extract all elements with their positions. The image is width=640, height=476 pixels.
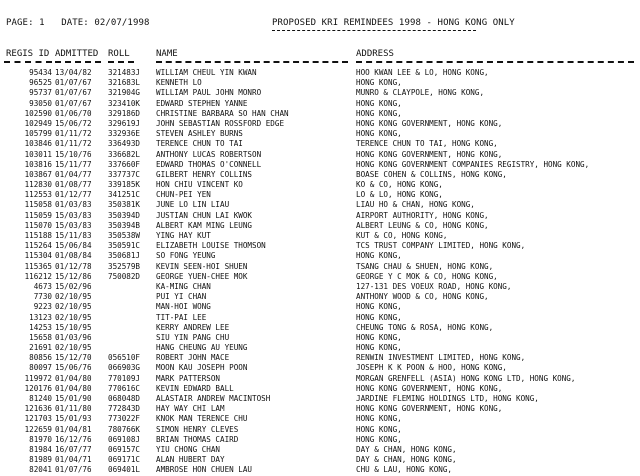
table-row (0, 139, 640, 149)
registration-id: 95737 (29, 88, 52, 98)
table-row (0, 414, 640, 424)
table-row (0, 221, 640, 231)
registrant-name: HANG CHEUNG AU YEUNG (156, 343, 248, 353)
roll-number: 350538W (108, 231, 141, 240)
registration-id: 4673 (33, 281, 52, 291)
admitted-date: 16/07/77 (55, 444, 92, 454)
roll-number: 350591C (108, 241, 141, 251)
registration-id: 96525 (29, 78, 52, 88)
table-row (0, 435, 640, 445)
roll-number: 321683L (108, 78, 141, 88)
column-header-id: REGIS ID (6, 49, 50, 59)
registrant-name: SO FONG YEUNG (156, 251, 216, 261)
roll-number: 329186D (108, 108, 141, 118)
registration-id: 103867 (24, 169, 52, 179)
report-date: DATE: 02/07/1998 (61, 18, 150, 28)
report-title: PROPOSED KRI REMINDEES 1998 - HONG KONG ONLY (272, 18, 515, 28)
roll-number: 772843D (108, 404, 141, 414)
table-row (0, 363, 640, 373)
registrant-address: JOSEPH K K POON & HOO, HONG KONG, (356, 363, 507, 373)
registrant-address: HOO KWAN LEE & LO, HONG KONG, (356, 68, 489, 77)
registrant-address: TERENCE CHUN TO TAI, HONG KONG, (356, 139, 498, 149)
admitted-date: 01/04/71 (55, 455, 92, 465)
admitted-date: 01/06/70 (55, 108, 92, 118)
registrant-address: HONG KONG, (356, 251, 402, 261)
roll-number: 750082D (108, 271, 141, 281)
table-row (0, 404, 640, 414)
registrant-name: GILBERT HENRY COLLINS (156, 169, 253, 179)
registration-id: 112830 (24, 180, 52, 190)
roll-number: 337660F (108, 159, 141, 169)
table-row (0, 99, 640, 109)
registrant-name: KENNETH LO (156, 78, 202, 88)
admitted-date: 15/06/72 (55, 118, 92, 128)
admitted-date: 01/07/76 (55, 465, 92, 475)
table-row (0, 384, 640, 394)
registrant-address: HONG KONG, (356, 343, 402, 353)
roll-number: 350394D (108, 210, 141, 220)
registrant-name: STEVEN ASHLEY BURNS (156, 129, 243, 139)
registrant-name: AMBROSE HON CHUEN LAU (156, 465, 253, 475)
admitted-date: 02/10/95 (55, 302, 92, 312)
column-header-roll: ROLL (108, 49, 130, 59)
registrant-name: ROBERT JOHN MACE (156, 353, 230, 363)
admitted-date: 13/04/82 (55, 68, 92, 77)
registrant-name: MAN-HOI WONG (156, 302, 211, 312)
admitted-date: 01/04/81 (55, 424, 92, 434)
admitted-date: 01/12/77 (55, 190, 92, 200)
registration-id: 15658 (29, 332, 52, 342)
admitted-date: 01/04/80 (55, 383, 92, 393)
registration-id: 102949 (24, 118, 52, 128)
registrant-address: HONG KONG GOVERNMENT, HONG KONG, (356, 149, 503, 159)
roll-number: 321483J (108, 68, 141, 77)
table-row (0, 465, 640, 475)
admitted-date: 15/02/96 (55, 281, 92, 291)
admitted-date: 02/10/95 (55, 312, 92, 322)
registrant-name: JUSTIAN CHUN LAI KWOK (156, 210, 253, 220)
admitted-date: 01/12/78 (55, 261, 92, 271)
table-row (0, 200, 640, 210)
registrant-address: MUNRO & CLAYPOLE, HONG KONG, (356, 88, 485, 98)
registration-id: 103816 (24, 159, 52, 169)
registrant-name: KEVIN SEEN-HOI SHUEN (156, 261, 248, 271)
registration-id: 81240 (29, 394, 52, 403)
registrant-name: ALAN HUBERT DAY (156, 455, 225, 465)
registration-id: 80856 (29, 353, 52, 363)
admitted-date: 01/11/80 (55, 404, 92, 414)
registrant-address: AIRPORT AUTHORITY, HONG KONG, (356, 210, 489, 220)
registrant-name: EDWARD THOMAS O'CONNELL (156, 159, 262, 169)
admitted-date: 15/10/76 (55, 149, 92, 159)
registrant-name: TIT-PAI LEE (156, 312, 207, 322)
column-rule-admitted (55, 61, 101, 63)
registration-id: 14253 (29, 322, 52, 332)
registrant-name: SIMON HENRY CLEVES (156, 424, 239, 434)
roll-number: 350381K (108, 200, 141, 210)
admitted-date: 15/11/77 (55, 159, 92, 169)
roll-number: 352579B (108, 261, 141, 271)
admitted-date: 15/12/86 (55, 271, 92, 281)
registrant-address: JARDINE FLEMING HOLDINGS LTD, HONG KONG, (356, 394, 539, 403)
admitted-date: 01/07/67 (55, 98, 92, 108)
table-row (0, 333, 640, 343)
registrant-address: HONG KONG, (356, 312, 402, 322)
column-rule-id (4, 61, 52, 63)
registration-id: 81970 (29, 434, 52, 444)
table-row (0, 323, 640, 333)
admitted-date: 01/08/77 (55, 180, 92, 190)
admitted-date: 01/11/72 (55, 129, 92, 139)
admitted-date: 15/12/70 (55, 353, 92, 363)
roll-number: 069171C (108, 455, 141, 465)
table-row (0, 68, 640, 78)
registration-id: 115059 (24, 210, 52, 220)
registrant-address: HONG KONG, (356, 424, 402, 434)
roll-number: 069157C (108, 444, 141, 454)
registrant-address: LO & LO, HONG KONG, (356, 190, 443, 200)
registrant-name: YIU CHONG CHAN (156, 444, 221, 454)
registrant-name: PUI YI CHAN (156, 292, 207, 302)
table-row (0, 170, 640, 180)
roll-number: 068048D (108, 394, 141, 403)
table-row (0, 394, 640, 404)
registrant-name: YING HAY KUT (156, 231, 211, 240)
registration-id: 115070 (24, 220, 52, 230)
table-row (0, 119, 640, 129)
registration-id: 116212 (24, 271, 52, 281)
roll-number: 323410K (108, 98, 141, 108)
registrant-address: DAY & CHAN, HONG KONG, (356, 444, 457, 454)
registrant-name: HAY WAY CHI LAM (156, 404, 225, 414)
registration-id: 95434 (29, 68, 52, 77)
admitted-date: 01/08/84 (55, 251, 92, 261)
admitted-date: 15/10/95 (55, 322, 92, 332)
admitted-date: 15/03/83 (55, 210, 92, 220)
roll-number: 337737C (108, 169, 141, 179)
registrant-address: HONG KONG, (356, 98, 402, 108)
registrant-address: RENWIN INVESTMENT LIMITED, HONG KONG, (356, 353, 526, 363)
roll-number: 770616C (108, 383, 141, 393)
roll-number: 350681J (108, 251, 141, 261)
admitted-date: 01/03/96 (55, 332, 92, 342)
admitted-date: 01/03/83 (55, 200, 92, 210)
registration-id: 21691 (29, 343, 52, 353)
registrant-name: KEVIN EDWARD BALL (156, 383, 234, 393)
registration-id: 105799 (24, 129, 52, 139)
table-row (0, 302, 640, 312)
registrant-name: BRIAN THOMAS CAIRD (156, 434, 239, 444)
page-number: PAGE: 1 (6, 18, 45, 28)
table-row (0, 262, 640, 272)
registrant-name: KNOK MAN TERENCE CHU (156, 414, 248, 424)
roll-number: 773022F (108, 414, 141, 424)
table-row (0, 190, 640, 200)
roll-number: 780766K (108, 424, 141, 434)
registrant-address: CHEUNG TONG & ROSA, HONG KONG, (356, 322, 494, 332)
registrant-address: HONG KONG, (356, 434, 402, 444)
registrant-address: HONG KONG GOVERNMENT COMPANIES REGISTRY, HONG KONG, (356, 159, 590, 169)
admitted-date: 01/11/72 (55, 139, 92, 149)
registrant-address: KUT & CO, HONG KONG, (356, 231, 448, 240)
registrant-name: KERRY ANDREW LEE (156, 322, 230, 332)
column-header-name: NAME (156, 49, 178, 59)
registration-id: 115188 (24, 231, 52, 240)
registrant-address: TSANG CHAU & SHUEN, HONG KONG, (356, 261, 494, 271)
registrant-address: 127-131 DES VOEUX ROAD, HONG KONG, (356, 281, 512, 291)
title-underline (272, 30, 476, 31)
table-row (0, 313, 640, 323)
registrant-address: HONG KONG, (356, 78, 402, 88)
roll-number: 069108J (108, 434, 141, 444)
column-rule-name (156, 61, 348, 63)
registrant-name: MOON KAU JOSEPH POON (156, 363, 248, 373)
registrant-address: HONG KONG, (356, 332, 402, 342)
table-row (0, 109, 640, 119)
registrant-address: ALBERT LEUNG & CO, HONG KONG, (356, 220, 489, 230)
admitted-date: 16/12/76 (55, 434, 92, 444)
registration-id: 112553 (24, 190, 52, 200)
roll-number: 332936E (108, 129, 141, 139)
table-row (0, 78, 640, 88)
registrant-address: HONG KONG GOVERNMENT, HONG KONG, (356, 118, 503, 128)
column-rule-roll (108, 61, 134, 63)
registrant-name: TERENCE CHUN TO TAI (156, 139, 243, 149)
admitted-date: 15/01/90 (55, 394, 92, 403)
registrant-name: WILLIAM CHEUL YIN KWAN (156, 68, 257, 77)
registrant-address: GEORGE Y C MOK & CO, HONG KONG, (356, 271, 498, 281)
registrant-address: LIAU HO & CHAN, HONG KONG, (356, 200, 475, 210)
registration-id: 121636 (24, 404, 52, 414)
table-row (0, 353, 640, 363)
registrant-address: BOASE COHEN & COLLINS, HONG KONG, (356, 169, 507, 179)
registrant-address: DAY & CHAN, HONG KONG, (356, 455, 457, 465)
registrant-name: ALBERT KAM MING LEUNG (156, 220, 253, 230)
registration-id: 81989 (29, 455, 52, 465)
page-header-left (6, 18, 150, 28)
registrant-address: HONG KONG, (356, 129, 402, 139)
registration-id: 120176 (24, 383, 52, 393)
registrant-name: KA-MING CHAN (156, 281, 211, 291)
admitted-date: 01/04/77 (55, 169, 92, 179)
registrant-address: ANTHONY WOOD & CO, HONG KONG, (356, 292, 489, 302)
admitted-date: 15/06/84 (55, 241, 92, 251)
roll-number: 329619J (108, 118, 141, 128)
roll-number: 770109J (108, 373, 141, 383)
roll-number: 321904G (108, 88, 141, 98)
table-row (0, 231, 640, 241)
table-row (0, 455, 640, 465)
table-row (0, 374, 640, 384)
table-row (0, 180, 640, 190)
registration-id: 9223 (33, 302, 52, 312)
table-row (0, 272, 640, 282)
admitted-date: 02/10/95 (55, 343, 92, 353)
table-row (0, 282, 640, 292)
registrant-address: HONG KONG, (356, 302, 402, 312)
column-header-address: ADDRESS (356, 49, 394, 59)
registration-id: 115304 (24, 251, 52, 261)
registrant-name: HON CHIU VINCENT KO (156, 180, 243, 190)
roll-number: 069401L (108, 465, 141, 475)
table-row (0, 160, 640, 170)
registrant-name: JOHN SEBASTIAN ROSSFORD EDGE (156, 118, 285, 128)
admitted-date: 01/04/80 (55, 373, 92, 383)
registration-id: 7730 (33, 292, 52, 302)
registrant-name: ANTHONY LUCAS ROBERTSON (156, 149, 262, 159)
table-row (0, 211, 640, 221)
table-row (0, 425, 640, 435)
registrant-address: KO & CO, HONG KONG, (356, 180, 443, 190)
table-row (0, 343, 640, 353)
registrant-name: CHRISTINE BARBARA SO HAN CHAN (156, 108, 289, 118)
registration-id: 115365 (24, 261, 52, 271)
registrant-address: HONG KONG, (356, 108, 402, 118)
registrant-address: CHU & LAU, HONG KONG, (356, 465, 453, 475)
registrant-name: JUNE LO LIN LIAU (156, 200, 230, 210)
registrant-name: ELIZABETH LOUISE THOMSON (156, 241, 266, 251)
roll-number: 341251C (108, 190, 141, 200)
registrant-address: TCS TRUST COMPANY LIMITED, HONG KONG, (356, 241, 526, 251)
registration-id: 103011 (24, 149, 52, 159)
registration-id: 121703 (24, 414, 52, 424)
registrant-list (0, 68, 640, 476)
admitted-date: 02/10/95 (55, 292, 92, 302)
roll-number: 336682L (108, 149, 141, 159)
registration-id: 115264 (24, 241, 52, 251)
registrant-name: EDWARD STEPHEN YANNE (156, 98, 248, 108)
registrant-address: MORGAN GRENFELL (ASIA) HONG KONG LTD, HONG KONG, (356, 373, 576, 383)
column-header-admitted: ADMITTED (55, 49, 99, 59)
table-row (0, 292, 640, 302)
admitted-date: 01/07/67 (55, 78, 92, 88)
registration-id: 13123 (29, 312, 52, 322)
column-rule-address (356, 61, 634, 63)
registration-id: 93050 (29, 98, 52, 108)
roll-number: 336493D (108, 139, 141, 149)
roll-number: 339185K (108, 180, 141, 190)
admitted-date: 15/11/83 (55, 231, 92, 240)
table-row (0, 251, 640, 261)
admitted-date: 15/06/76 (55, 363, 92, 373)
registration-id: 119972 (24, 373, 52, 383)
registrant-name: GEORGE YUEN-CHEE MOK (156, 271, 248, 281)
registrant-address: HONG KONG GOVERNMENT, HONG KONG, (356, 404, 503, 414)
roll-number: 066903G (108, 363, 141, 373)
registrant-name: CHUN-PEI YEN (156, 190, 211, 200)
registration-id: 80097 (29, 363, 52, 373)
registration-id: 102590 (24, 108, 52, 118)
table-row (0, 241, 640, 251)
registrant-name: ALASTAIR ANDREW MACINTOSH (156, 394, 271, 403)
registration-id: 81984 (29, 444, 52, 454)
registrant-name: MARK PATTERSON (156, 373, 221, 383)
roll-number: 056510F (108, 353, 141, 363)
table-row (0, 150, 640, 160)
registration-id: 82041 (29, 465, 52, 475)
registration-id: 103846 (24, 139, 52, 149)
table-row (0, 129, 640, 139)
admitted-date: 15/03/83 (55, 220, 92, 230)
registrant-address: HONG KONG GOVERNMENT, HONG KONG, (356, 383, 503, 393)
registrant-address: HONG KONG, (356, 414, 402, 424)
table-row (0, 88, 640, 98)
roll-number: 350394B (108, 220, 141, 230)
admitted-date: 15/01/93 (55, 414, 92, 424)
registration-id: 122659 (24, 424, 52, 434)
registration-id: 115058 (24, 200, 52, 210)
registrant-name: WILLIAM PAUL JOHN MONRO (156, 88, 262, 98)
registrant-name: SIU YIN PANG CHU (156, 332, 230, 342)
admitted-date: 01/07/67 (55, 88, 92, 98)
table-row (0, 445, 640, 455)
